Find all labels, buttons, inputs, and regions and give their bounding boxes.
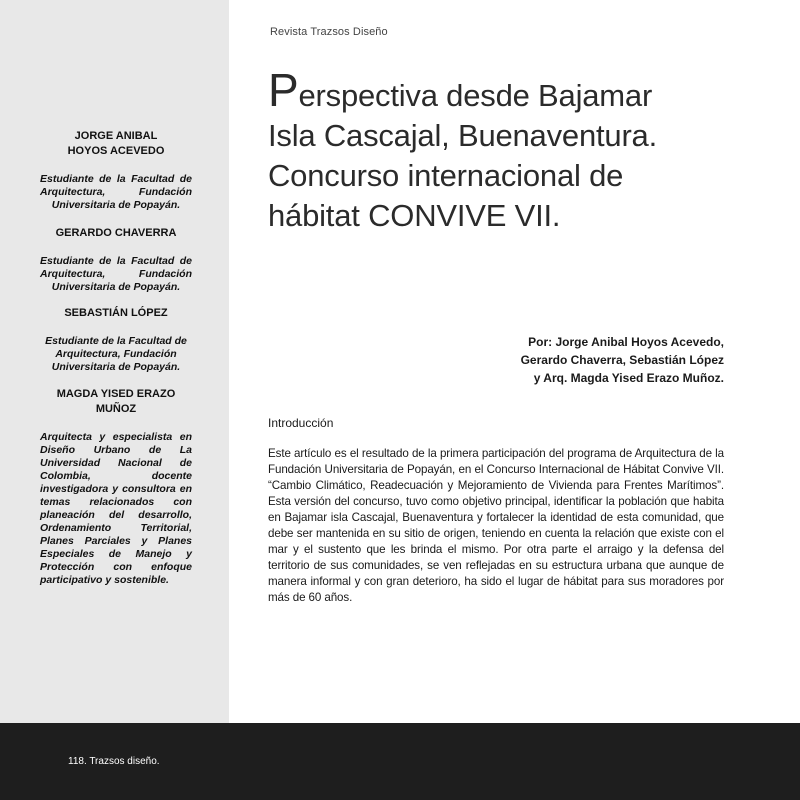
author-affiliation: Arquitecta y especialista en Diseño Urbano de La Universidad Nacional de Colombia, docente investigadora y consultora en temas relacionados con planeación del desarrollo, Ordenamiento Territorial, Planes Parciales y Planes Especiales de Manejo y Protección con enfoque participativo y sostenible.	[40, 431, 192, 586]
body-paragraph: Este artículo es el resultado de la primera participación del programa de Arquitectura de la Fundación Universitaria de Popayán, en el Concurso Internacional de Hábitat Convive VII. “Cambio Climático, Readecuación y Mejoramiento de Vivienda para Frentes Marítimos”. Esta versión del concurso, tuvo como objetivo principal, identificar la población que habita en Bajamar isla Cascajal, Buenaventura y fortalecer la identidad de esta comunidad, que debe ser mantenida en su sitio de origen, teniendo en cuenta la relación que existe con el mar y el sustento que les brinda el mismo. Por otra parte el arraigo y la defensa del territorio de sus comunidades, se ven reflejadas en su estructura urbana que aunque de manera informal y con gran deterioro, ha sido el lugar de hábitat para sus moradores por más de 60 años.	[268, 447, 724, 604]
author-byline: Por: Jorge Anibal Hoyos Acevedo, Gerardo Chaverra, Sebastián López y Arq. Magda Yised Erazo Muñoz.	[520, 335, 724, 385]
author-name: MAGDA YISED ERAZO MUÑOZ	[56, 388, 176, 415]
author-sidebar	[0, 0, 229, 723]
author-block	[40, 226, 192, 294]
author-affiliation: Estudiante de la Facultad de Arquitectura, Fundación Universitaria de Popayán.	[40, 173, 192, 211]
section-heading: Introducción	[268, 416, 334, 430]
title-drop-cap: P	[268, 64, 299, 116]
author-block	[40, 387, 192, 587]
author-block	[40, 306, 192, 374]
journal-running-header: Revista Trazsos Diseño	[270, 26, 388, 38]
author-affiliation: Estudiante de la Facultad de Arquitectura, Fundación Universitaria de Popayán.	[45, 335, 187, 373]
author-block	[40, 129, 192, 212]
author-name: JORGE ANIBAL HOYOS ACEVEDO	[67, 130, 165, 157]
author-name: GERARDO CHAVERRA	[55, 227, 177, 239]
page-number-label: 118. Trazsos diseño.	[68, 756, 160, 767]
author-affiliation: Estudiante de la Facultad de Arquitectura, Fundación Universitaria de Popayán.	[40, 255, 192, 293]
article-title: Perspectiva desde Bajamar Isla Cascajal, Buenaventura. Concurso internacional de hábitat CONVIVE VII.	[268, 64, 658, 233]
author-name: SEBASTIÁN LÓPEZ	[64, 307, 168, 319]
